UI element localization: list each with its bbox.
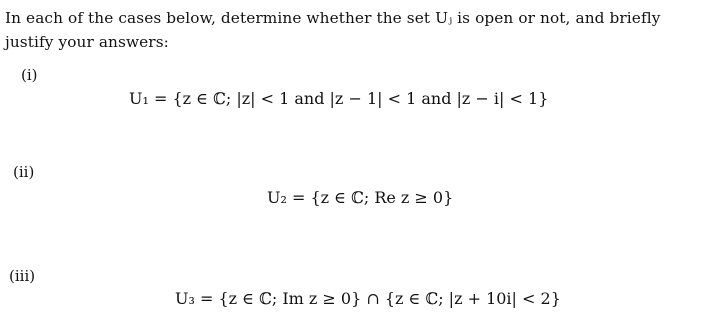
- formula-u1: U₁ = {z ∈ ℂ; |z| < 1 and |z − 1| < 1 and |z − i| < 1}: [129, 89, 549, 108]
- case-label-iii: (iii): [9, 267, 36, 285]
- case-label-ii: (ii): [13, 163, 35, 181]
- formula-u2: U₂ = {z ∈ ℂ; Re z ≥ 0}: [267, 188, 454, 207]
- case-label-i: (i): [21, 66, 38, 84]
- formula-u3: U₃ = {z ∈ ℂ; Im z ≥ 0} ∩ {z ∈ ℂ; |z + 10i| < 2}: [175, 289, 561, 308]
- problem-statement: In each of the cases below, determine whether the set Uⱼ is open or not, and briefly justify your answers:: [5, 9, 661, 51]
